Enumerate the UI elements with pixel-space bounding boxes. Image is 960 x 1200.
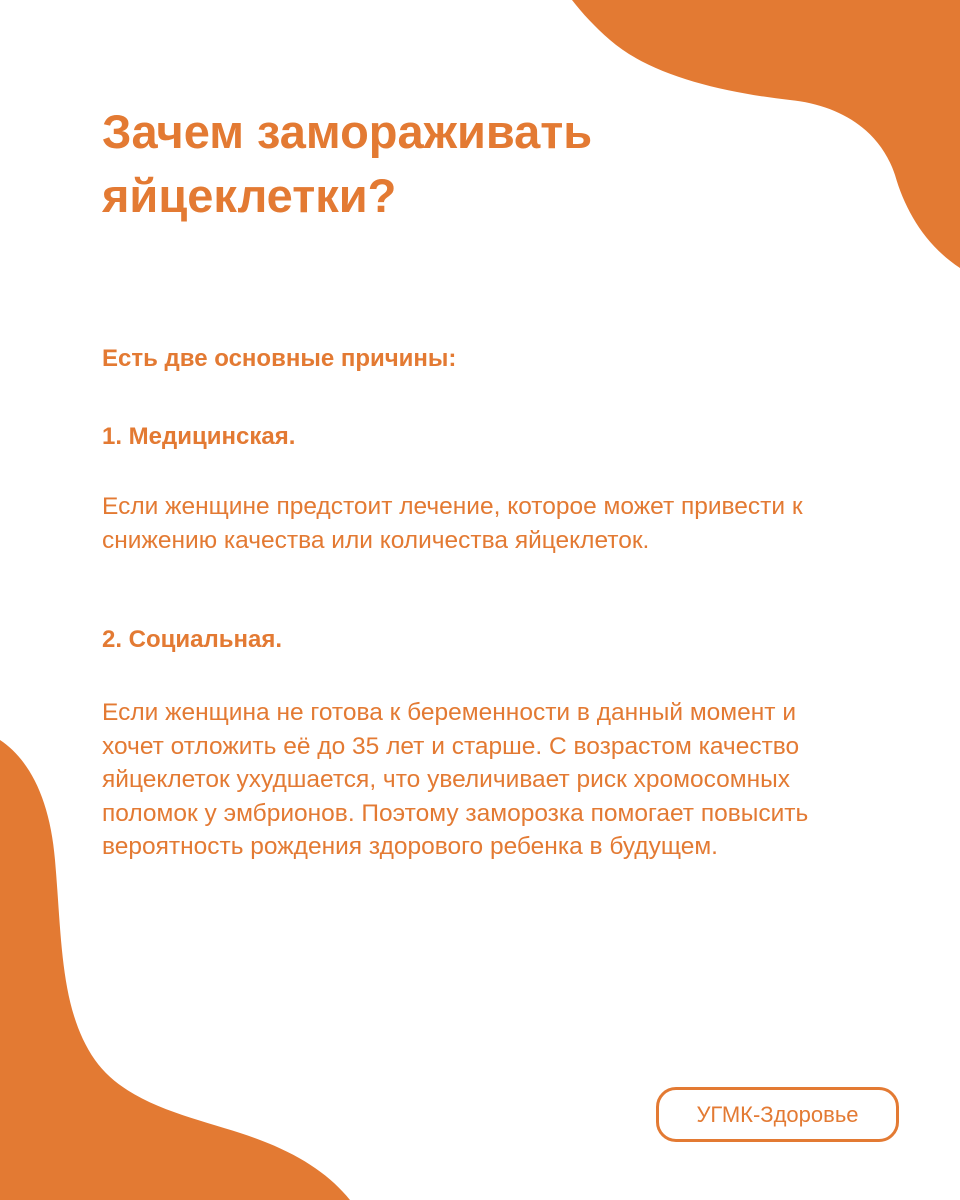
reason-heading-medical: 1. Медицинская. [102,423,296,450]
page-title: Зачем замораживать яйцеклетки? [102,105,593,222]
reason-text-social: Если женщина не готова к беременности в данный момент и хочет отложить её до 35 лет и старше. С возрастом качество яйцеклеток ухудшается, что увеличивает риск хромосомных поломок у эмбрионов. Поэтому заморозка помогает повысить вероятность рождения здорового ребенка в будущем. [102,699,809,860]
intro-text: Есть две основные причины: [102,345,457,372]
brand-label: УГМК-Здоровье [696,1101,859,1127]
reason-text-medical: Если женщине предстоит лечение, которое может привести к снижению качества или количества яйцеклеток. [102,493,803,554]
reason-heading-social: 2. Социальная. [102,626,283,653]
brand-badge [656,1087,899,1142]
